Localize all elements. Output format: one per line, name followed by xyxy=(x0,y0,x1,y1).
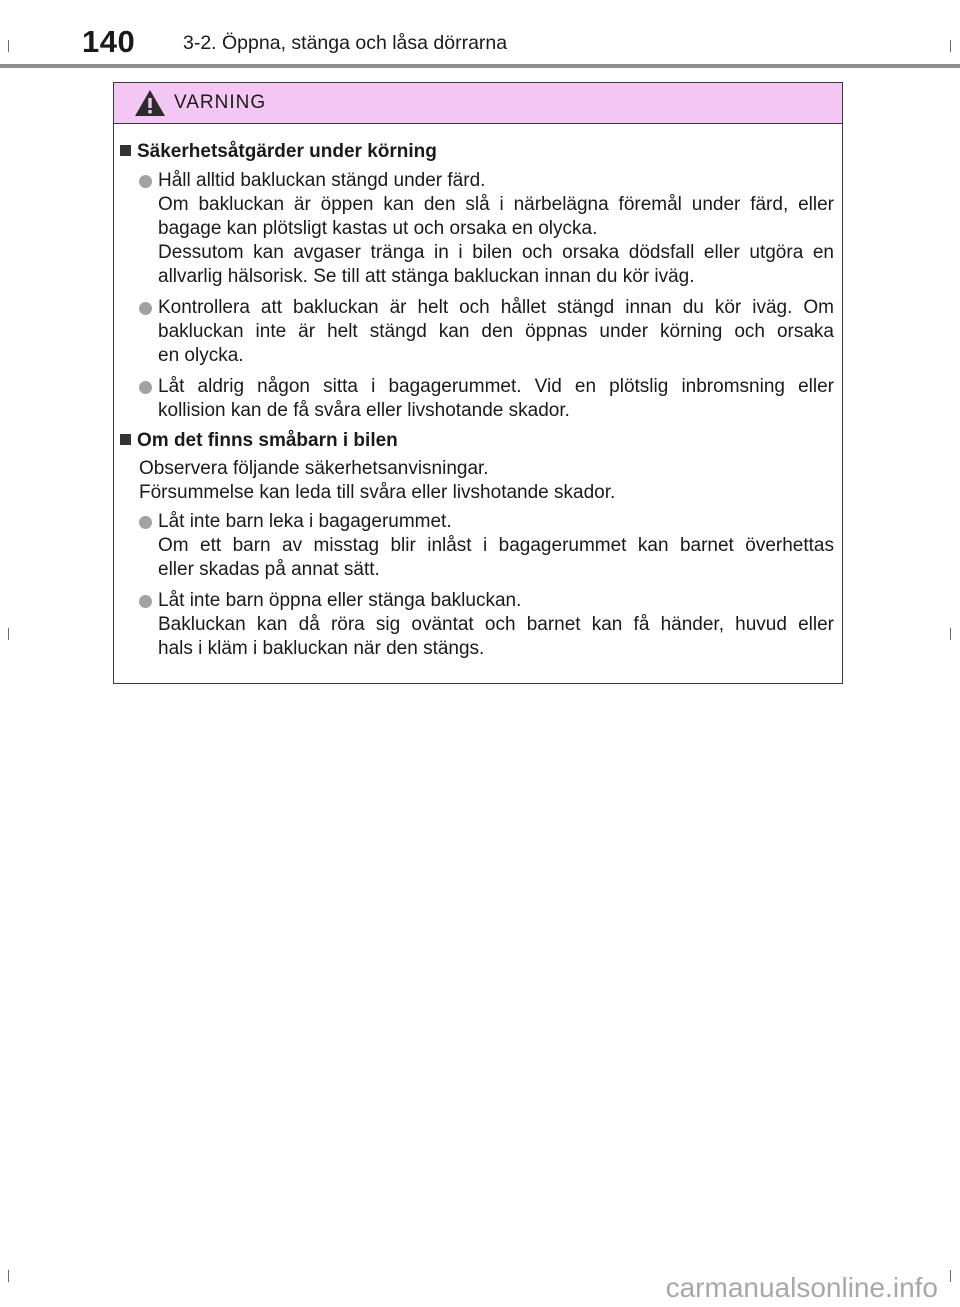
text-line: Låt aldrig någon sitta i bagagerummet. Vid en plötslig inbromsning eller xyxy=(158,376,834,397)
page-number: 140 xyxy=(82,24,136,59)
text-line: Låt inte barn öppna eller stänga bakluckan. xyxy=(158,590,522,611)
crop-mark xyxy=(950,40,951,52)
watermark: carmanualsonline.info xyxy=(665,1272,938,1303)
square-bullet-icon xyxy=(120,434,131,445)
circle-bullet-icon xyxy=(139,516,152,529)
text-line: Försummelse kan leda till svåra eller livshotande skador. xyxy=(139,482,616,503)
text-line: bagage kan plötsligt kastas ut och orsaka en olycka. xyxy=(158,218,598,239)
warning-box xyxy=(113,82,843,684)
warning-header xyxy=(114,83,842,124)
text-line: allvarlig hälsorisk. Se till att stänga bakluckan innan du kör iväg. xyxy=(158,266,695,287)
text-line: Håll alltid bakluckan stängd under färd. xyxy=(158,170,486,191)
warning-label: VARNING xyxy=(174,92,267,113)
crop-mark xyxy=(8,628,9,640)
circle-bullet-icon xyxy=(139,302,152,315)
square-bullet-icon xyxy=(120,145,131,156)
text-line: Observera följande säkerhetsanvisningar. xyxy=(139,458,489,479)
text-line: bakluckan inte är helt stängd kan den öppnas under körning och orsaka xyxy=(158,321,834,342)
circle-bullet-icon xyxy=(139,175,152,188)
section-heading xyxy=(120,430,398,452)
crop-mark xyxy=(950,1270,951,1282)
warning-triangle-icon xyxy=(134,89,166,117)
crop-mark xyxy=(950,628,951,640)
text-line: Kontrollera att bakluckan är helt och hållet stängd innan du kör iväg. Om xyxy=(158,297,834,318)
text-line: Bakluckan kan då röra sig oväntat och barnet kan få händer, huvud eller xyxy=(158,614,834,635)
header-rule xyxy=(0,64,960,68)
text-line: kollision kan de få svåra eller livshotande skador. xyxy=(158,400,570,421)
circle-bullet-icon xyxy=(139,595,152,608)
text-line: Dessutom kan avgaser tränga in i bilen och orsaka dödsfall eller utgöra en xyxy=(158,242,834,263)
section-title: 3-2. Öppna, stänga och låsa dörrarna xyxy=(183,32,508,54)
section-heading-text: Säkerhetsåtgärder under körning xyxy=(137,141,437,162)
text-line: Låt inte barn leka i bagagerummet. xyxy=(158,511,452,532)
crop-mark xyxy=(8,40,9,52)
section-heading xyxy=(120,141,437,163)
circle-bullet-icon xyxy=(139,381,152,394)
text-line: en olycka. xyxy=(158,345,244,366)
section-heading-text: Om det finns småbarn i bilen xyxy=(137,430,398,451)
text-line: Om ett barn av misstag blir inlåst i bagagerummet kan barnet överhettas xyxy=(158,535,834,556)
page-header xyxy=(0,0,960,70)
crop-mark xyxy=(8,1270,9,1282)
text-line: hals i kläm i bakluckan när den stängs. xyxy=(158,638,485,659)
text-line: Om bakluckan är öppen kan den slå i närbelägna föremål under färd, eller xyxy=(158,194,834,215)
text-line: eller skadas på annat sätt. xyxy=(158,559,380,580)
